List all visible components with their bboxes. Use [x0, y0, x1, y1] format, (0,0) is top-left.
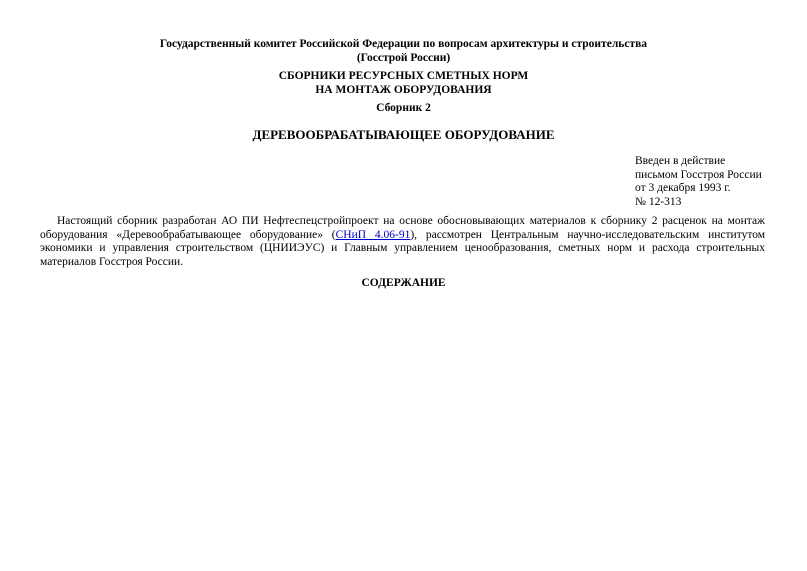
snip-reference-link[interactable]: СНиП 4.06-91 [335, 228, 411, 241]
paragraph-text-end: ), рассмотрен Центральным научно-исследовательским институтом экономики и управления строительством (ЦНИИЭУС) и Главным управлением ценообразования, сметных норм и расхода строительных материалов Госстроя России. [40, 228, 766, 268]
enactment-line4: № 12-313 [635, 195, 682, 208]
contents-heading: СОДЕРЖАНИЕ [361, 277, 446, 289]
intro-paragraph [40, 215, 765, 269]
enactment-info [635, 155, 762, 209]
collection-number: Сборник 2 [376, 102, 431, 114]
enactment-line1: Введен в действие [635, 155, 726, 167]
document-title: ДЕРЕВООБРАБАТЫВАЮЩЕЕ ОБОРУДОВАНИЕ [252, 127, 555, 142]
committee-name-line2: (Госстрой России) [356, 52, 451, 64]
enactment-line2: письмом Госстроя России [635, 168, 762, 181]
enactment-line3: от 3 декабря 1993 г. [635, 182, 731, 194]
committee-name-line1: Государственный комитет Российской Федерации по вопросам архитектуры и строительства [159, 38, 648, 50]
collection-title-line1: СБОРНИКИ РЕСУРСНЫХ СМЕТНЫХ НОРМ [278, 70, 529, 82]
collection-title-line2: НА МОНТАЖ ОБОРУДОВАНИЯ [315, 84, 492, 96]
paragraph-text-start: Настоящий сборник разработан АО ПИ Нефтеспецстройпроект на основе обосновывающих материалов к сборнику 2 расценок на монтаж оборудования «Деревообрабатывающее оборудование» ( [40, 215, 765, 241]
